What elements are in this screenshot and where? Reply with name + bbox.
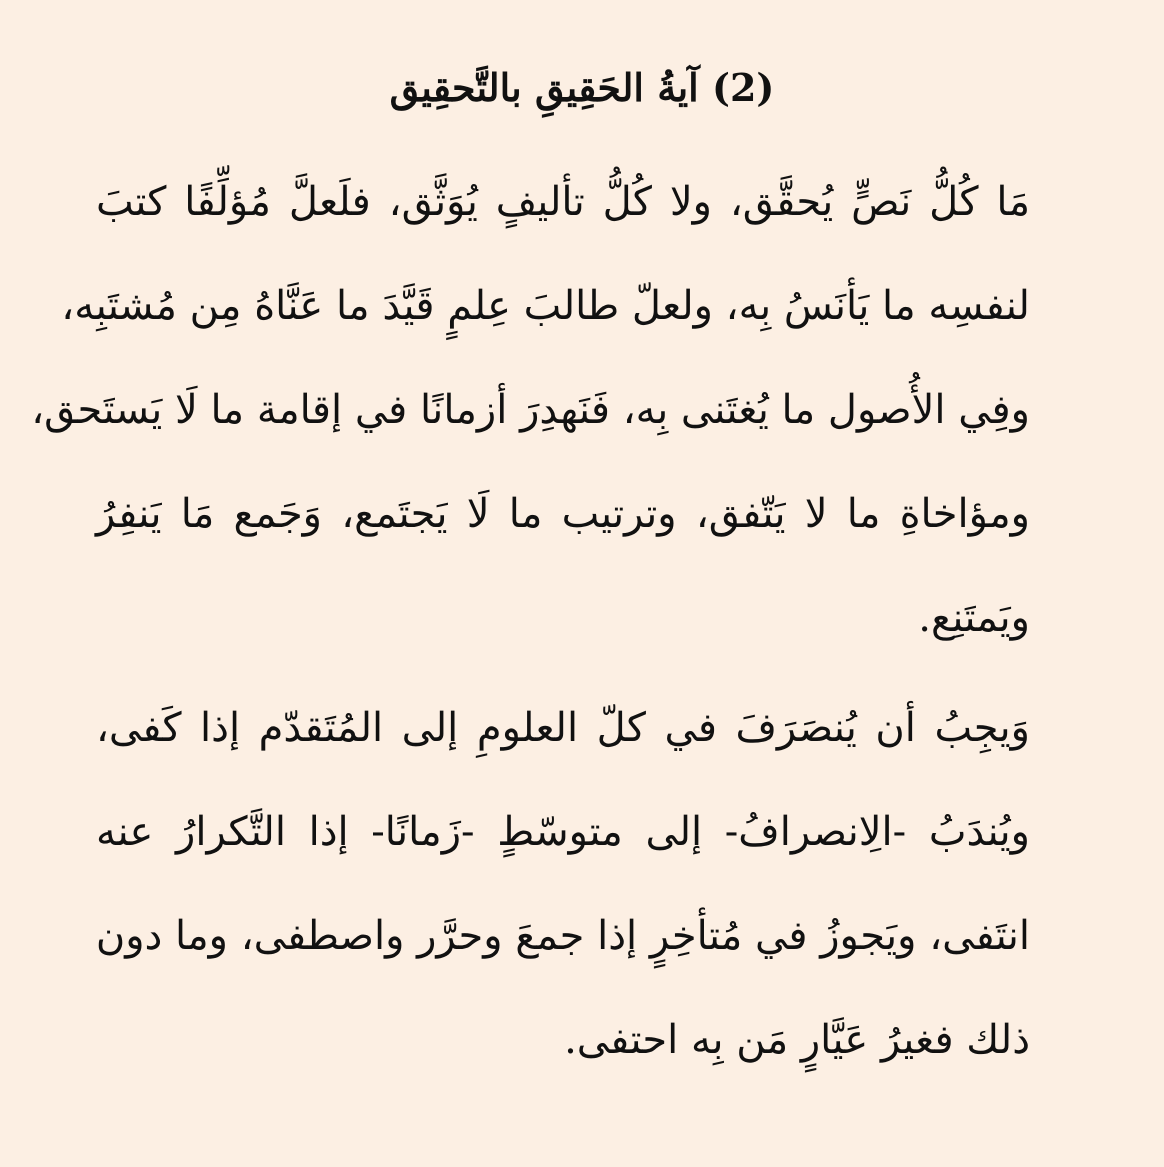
text-line: وَيجِبُ أن يُنصَرَفَ في كلّ العلومِ إلى المُتَقدّم إذا كَفى،	[96, 705, 1030, 751]
text-line: مَا كُلُّ نَصٍّ يُحقَّق، ولا كُلُّ تأليفٍ يُوَثَّق، فلَعلَّ مُؤلِّفًا كتبَ	[96, 179, 1030, 225]
paragraph-2	[96, 676, 1030, 1092]
paragraph-1	[31, 150, 1030, 670]
section-title: (2) آيةُ الحَقِيقِ بالتَّحقِيق	[389, 65, 775, 110]
text-line: ويُندَبُ -الِانصرافُ- إلى متوسّطٍ -زَمانًا- إذا التَّكرارُ عنه	[96, 809, 1030, 855]
text-line: انتَفى، ويَجوزُ في مُتأخِرٍ إذا جمعَ وحرَّر واصطفى، وما دون	[95, 913, 1030, 959]
text-line: ذلك فغيرُ عَيَّارٍ مَن بِه احتفى.	[564, 1017, 1030, 1063]
text-line: ويَمتَنِع.	[918, 595, 1030, 641]
text-line: لنفسِه ما يَأنَسُ بِه، ولعلّ طالبَ عِلمٍ قَيَّدَ ما عَنَّاهُ مِن مُشتَبِه،	[61, 283, 1030, 329]
text-line: ومؤاخاةِ ما لا يَتّفق، وترتيب ما لَا يَجتَمع، وَجَمع مَا يَنفِرُ	[96, 491, 1030, 537]
text-line: وفِي الأُصول ما يُغتَنى بِه، فَنَهدِرَ أزمانًا في إقامة ما لَا يَستَحق،	[31, 387, 1030, 433]
